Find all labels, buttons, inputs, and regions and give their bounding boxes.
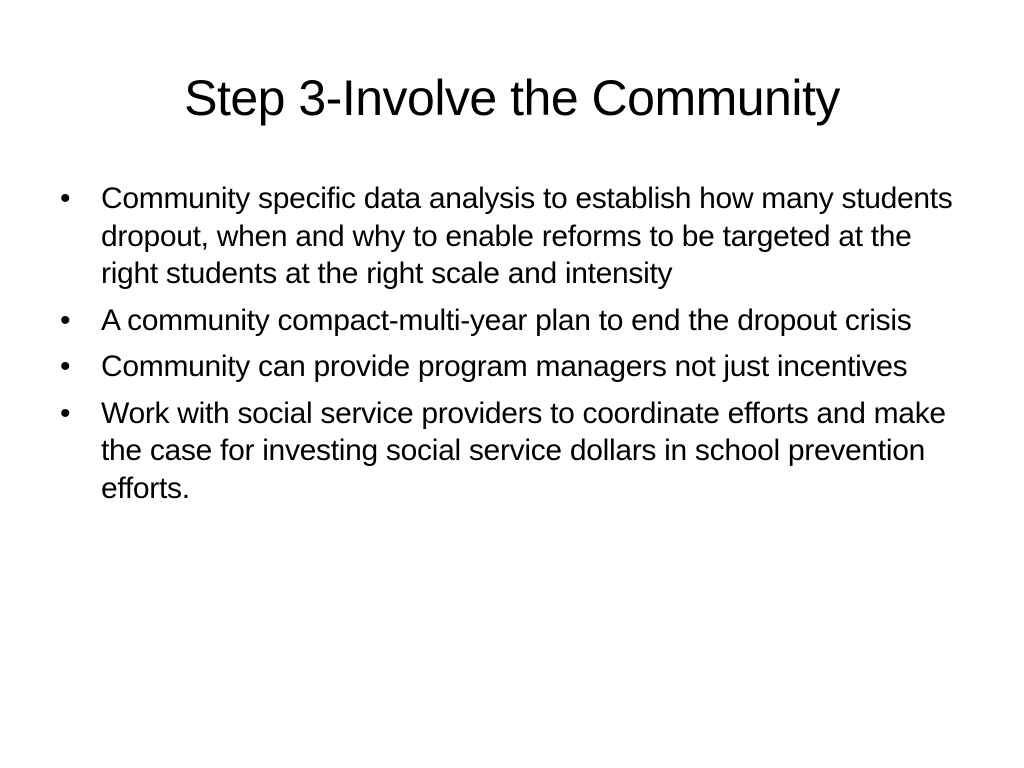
slide-title: Step 3-Involve the Community — [184, 70, 840, 126]
bullet-icon: • — [60, 350, 71, 383]
bullet-item — [60, 180, 960, 293]
bullet-item — [60, 348, 960, 386]
bullet-icon: • — [60, 182, 71, 215]
bullet-text: Community can provide program managers not just incentives — [101, 350, 908, 383]
bullet-icon: • — [60, 303, 71, 337]
bullet-item — [60, 395, 960, 508]
bullet-list — [60, 180, 960, 516]
bullet-text: A community compact-multi-year plan to end the dropout crisis — [101, 303, 912, 337]
bullet-text: Work with social service providers to coordinate efforts and make the case for investing social service dollars in school prevention efforts. — [101, 396, 946, 505]
bullet-text: Community specific data analysis to establish how many students dropout, when and why to enable reforms to be targeted at the right students at the right scale and intensity — [101, 182, 953, 290]
bullet-item — [60, 302, 960, 340]
bullet-icon: • — [60, 396, 71, 430]
